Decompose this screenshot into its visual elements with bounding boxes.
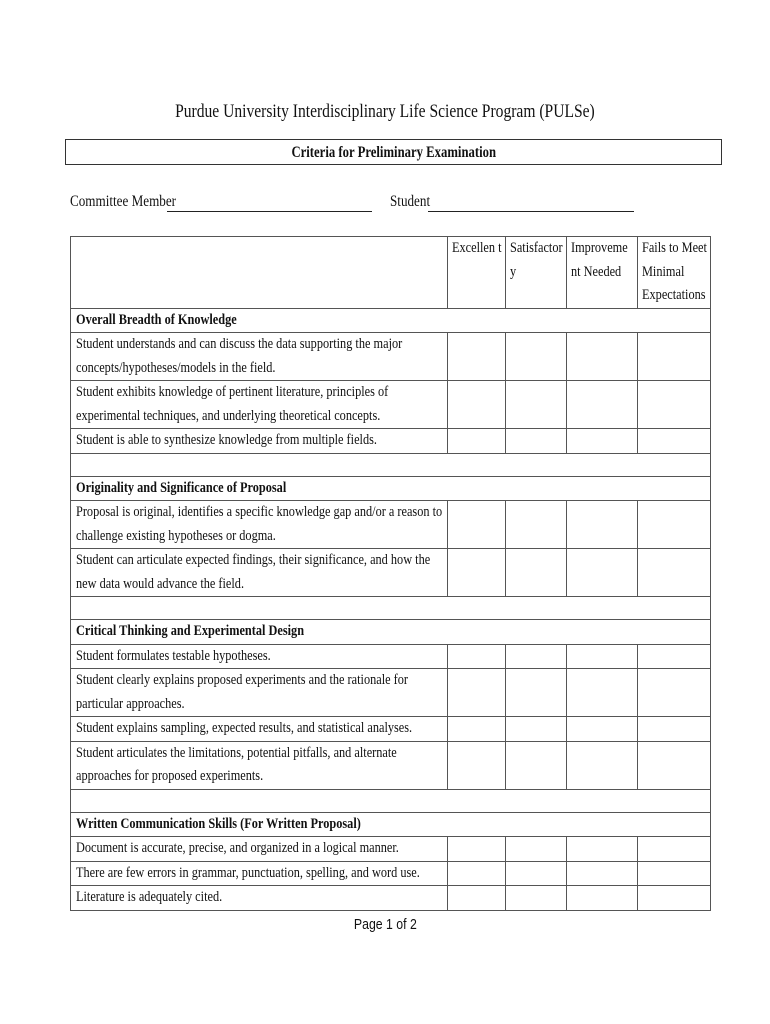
rating-cell[interactable] <box>567 669 638 717</box>
criterion-text: Document is accurate, precise, and organized in a logical manner. <box>71 837 448 862</box>
rating-cell[interactable] <box>506 429 567 454</box>
section-heading-row <box>71 812 711 837</box>
criterion-text: Student clearly explains proposed experiments and the rationale for particular approaches. <box>71 669 448 717</box>
rating-cell[interactable] <box>506 717 567 742</box>
rating-cell[interactable] <box>448 669 506 717</box>
criteria-heading-box: Criteria for Preliminary Examination <box>65 139 722 165</box>
criterion-row <box>71 837 711 862</box>
criterion-text: Student articulates the limitations, potential pitfalls, and alternate approaches for proposed experiments. <box>71 741 448 789</box>
rating-cell[interactable] <box>567 381 638 429</box>
rating-cell[interactable] <box>506 861 567 886</box>
rating-cell[interactable] <box>567 644 638 669</box>
rating-cell[interactable] <box>448 741 506 789</box>
rating-cell[interactable] <box>638 381 711 429</box>
spacer-row <box>71 453 711 476</box>
student-line[interactable] <box>428 211 634 212</box>
document-title: Purdue University Interdisciplinary Life Science Program (PULSe) <box>175 101 595 122</box>
criterion-row <box>71 741 711 789</box>
page-number: Page 1 of 2 <box>353 916 417 933</box>
rating-cell[interactable] <box>567 549 638 597</box>
rating-cell[interactable] <box>506 549 567 597</box>
rating-cell[interactable] <box>567 837 638 862</box>
rating-cell[interactable] <box>567 501 638 549</box>
rating-cell[interactable] <box>448 837 506 862</box>
rating-column-header: Excellen t <box>448 237 506 309</box>
rating-cell[interactable] <box>448 381 506 429</box>
rating-cell[interactable] <box>448 861 506 886</box>
section-heading: Overall Breadth of Knowledge <box>71 308 711 333</box>
section-heading: Critical Thinking and Experimental Design <box>71 620 711 645</box>
rating-column-header: Satisfactor y <box>506 237 567 309</box>
rating-cell[interactable] <box>638 837 711 862</box>
rating-cell[interactable] <box>638 669 711 717</box>
criterion-text: Student understands and can discuss the data supporting the major concepts/hypotheses/models in the field. <box>71 333 448 381</box>
criterion-row <box>71 501 711 549</box>
student-field[interactable] <box>390 193 439 211</box>
rating-cell[interactable] <box>567 741 638 789</box>
criterion-row <box>71 717 711 742</box>
criterion-text: Student explains sampling, expected results, and statistical analyses. <box>71 717 448 742</box>
section-heading-row <box>71 620 711 645</box>
rating-cell[interactable] <box>506 333 567 381</box>
header-row <box>71 237 711 309</box>
criterion-row <box>71 861 711 886</box>
committee-member-label: Committee Member <box>70 193 177 210</box>
rating-cell[interactable] <box>448 549 506 597</box>
committee-member-line[interactable] <box>167 211 372 212</box>
spacer-row <box>71 789 711 812</box>
rating-cell[interactable] <box>448 886 506 911</box>
rating-cell[interactable] <box>638 861 711 886</box>
rating-cell[interactable] <box>567 861 638 886</box>
student-label: Student <box>390 193 431 210</box>
criterion-text: Literature is adequately cited. <box>71 886 448 911</box>
rating-cell[interactable] <box>448 501 506 549</box>
criterion-row <box>71 669 711 717</box>
rating-cell[interactable] <box>506 644 567 669</box>
criterion-row <box>71 549 711 597</box>
rating-cell[interactable] <box>638 333 711 381</box>
rating-cell[interactable] <box>638 741 711 789</box>
spacer-row <box>71 597 711 620</box>
section-heading-row <box>71 476 711 501</box>
criterion-text: There are few errors in grammar, punctuation, spelling, and word use. <box>71 861 448 886</box>
rating-cell[interactable] <box>506 381 567 429</box>
criterion-text: Proposal is original, identifies a specific knowledge gap and/or a reason to challenge existing hypotheses or dogma. <box>71 501 448 549</box>
criterion-row <box>71 644 711 669</box>
rubric-table <box>70 236 711 911</box>
committee-member-field[interactable] <box>70 193 199 211</box>
rating-cell[interactable] <box>448 644 506 669</box>
rating-cell[interactable] <box>638 549 711 597</box>
rating-column-header: Fails to Meet Minimal Expectations <box>638 237 711 309</box>
rating-cell[interactable] <box>567 886 638 911</box>
criterion-row <box>71 381 711 429</box>
rating-cell[interactable] <box>567 333 638 381</box>
rating-cell[interactable] <box>638 886 711 911</box>
rating-cell[interactable] <box>638 717 711 742</box>
rating-cell[interactable] <box>448 333 506 381</box>
criterion-row <box>71 333 711 381</box>
criterion-text: Student can articulate expected findings, their significance, and how the new data would advance the field. <box>71 549 448 597</box>
criterion-row <box>71 429 711 454</box>
rating-cell[interactable] <box>567 429 638 454</box>
rating-cell[interactable] <box>638 644 711 669</box>
criterion-row <box>71 886 711 911</box>
rating-cell[interactable] <box>638 501 711 549</box>
section-heading: Originality and Significance of Proposal <box>71 476 711 501</box>
criterion-text: Student exhibits knowledge of pertinent literature, principles of experimental techniques, and underlying theoretical concepts. <box>71 381 448 429</box>
rating-column-header: Improveme nt Needed <box>567 237 638 309</box>
section-heading-row <box>71 308 711 333</box>
rating-cell[interactable] <box>506 886 567 911</box>
rating-cell[interactable] <box>506 501 567 549</box>
section-heading: Written Communication Skills (For Written Proposal) <box>71 812 711 837</box>
criterion-text: Student is able to synthesize knowledge from multiple fields. <box>71 429 448 454</box>
rating-cell[interactable] <box>638 429 711 454</box>
rating-cell[interactable] <box>448 429 506 454</box>
criterion-text: Student formulates testable hypotheses. <box>71 644 448 669</box>
header-blank-cell <box>71 237 448 309</box>
rating-cell[interactable] <box>448 717 506 742</box>
rating-cell[interactable] <box>506 837 567 862</box>
rating-cell[interactable] <box>506 741 567 789</box>
rating-cell[interactable] <box>506 669 567 717</box>
rating-cell[interactable] <box>567 717 638 742</box>
